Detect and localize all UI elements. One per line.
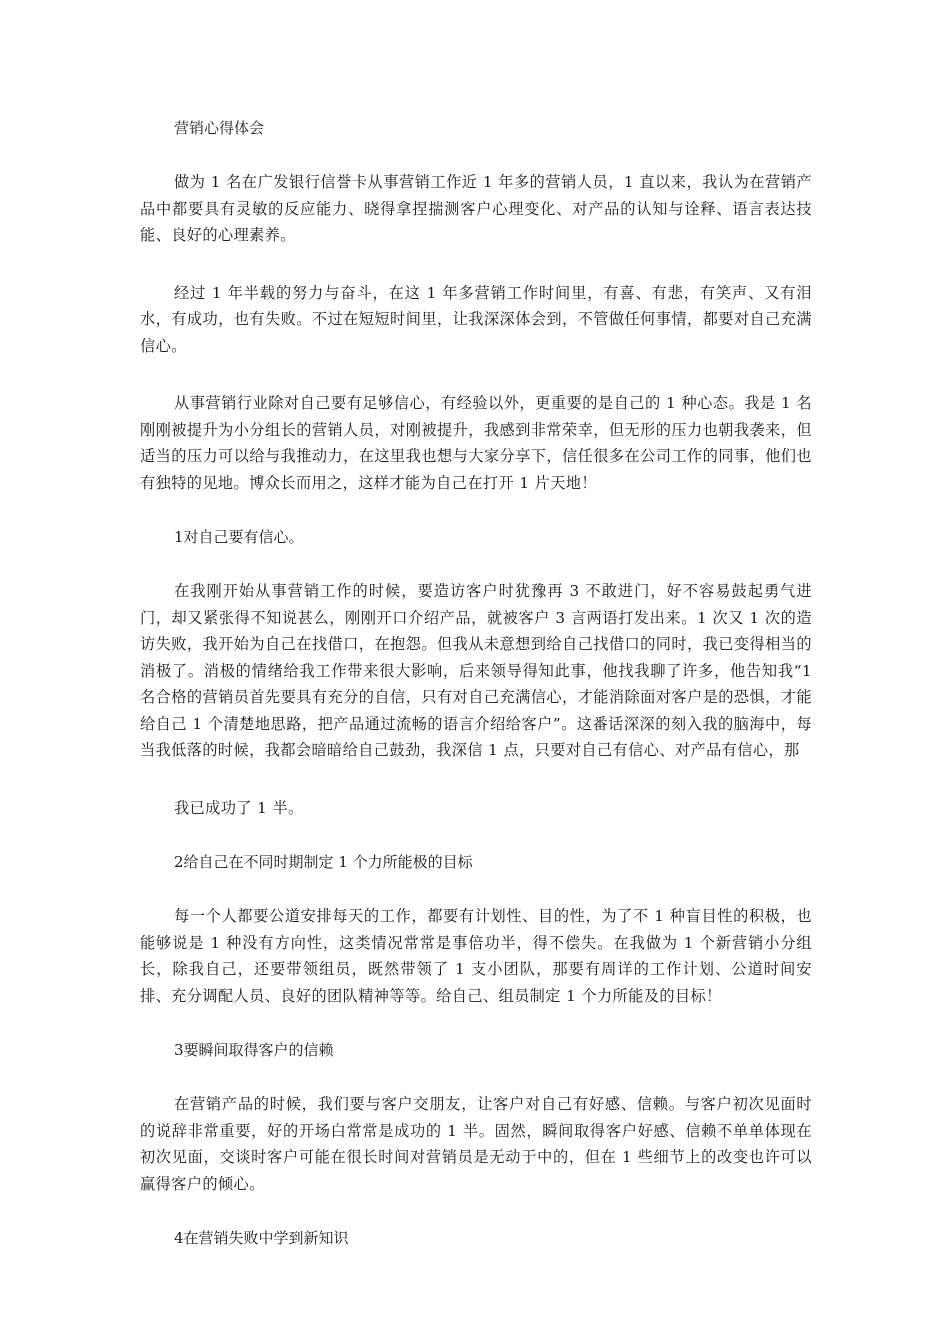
document-page bbox=[140, 118, 812, 1279]
section-3-heading: 3要瞬间取得客户的信赖 bbox=[174, 1041, 334, 1059]
section-1-continuation: 我已成功了 1 半。 bbox=[174, 798, 304, 817]
intro-paragraph-3: 从事营销行业除对自己要有足够信心，有经验以外，更重要的是自己的 1 种心态。我是 1 名刚刚被提升为小分组长的营销人员，对刚被提升，我感到非常荣幸，但无形的压力也朝我袭来，但适当的压力可以给与我推动力，在这里我也想与大家分享下，信任很多在公司工作的同事，他们也有独特的见地。博众长而用之，这样才能为自己在打开 1 片天地！ bbox=[140, 394, 812, 492]
document-title: 营销心得体会 bbox=[174, 119, 265, 137]
section-2-heading: 2给自己在不同时期制定 1 个力所能极的目标 bbox=[174, 853, 473, 871]
intro-paragraph-1: 做为 1 名在广发银行信誉卡从事营销工作近 1 年多的营销人员，1 直以来，我认为在营销产品中都要具有灵敏的反应能力、晓得拿捏揣测客户心理变化、对产品的认知与诠释、语言表达技能、良好的心理素养。 bbox=[140, 173, 812, 244]
section-2-paragraph: 每一个人都要公道安排每天的工作，都要有计划性、目的性，为了不 1 种盲目性的积极，也能够说是 1 种没有方向性，这类情况常常是事倍功半，得不偿失。在我做为 1 个新营销小分组长，除我自己，还要带领组员，既然带领了 1 支小团队，那要有周详的工作计划、公道时间安排、充分调配人员、良好的团队精神等等。给自己、组员制定 1 个力所能及的目标！ bbox=[140, 907, 812, 1005]
section-3-paragraph: 在营销产品的时候，我们要与客户交朋友，让客户对自己有好感、信赖。与客户初次见面时的说辞非常重要，好的开场白常常是成功的 1 半。固然，瞬间取得客户好感、信赖不单单体现在初次见面，交谈时客户可能在很长时间对营销员是无动于中的，但在 1 些细节上的改变也许可以赢得客户的倾心。 bbox=[140, 1095, 812, 1193]
section-1-paragraph: 在我刚开始从事营销工作的时候，要造访客户时犹豫再 3 不敢进门，好不容易鼓起勇气进门，却又紧张得不知说甚么，刚刚开口介绍产品，就被客户 3 言两语打发出来。1 次又 1 次的造访失败，我开始为自己在找借口，在抱怨。但我从未意想到给自己找借口的同时，我已变得相当的消极了。消极的情绪给我工作带来很大影响，后来领导得知此事，他找我聊了许多，他告知我“1 名合格的营销员首先要具有充分的自信，只有对自己充满信心，才能消除面对客户是的恐惧，才能给自己 1 个清楚地思路，把产品通过流畅的语言介绍给客户”。这番话深深的刻入我的脑海中，每当我低落的时候，我都会暗暗给自己鼓劲，我深信 1 点，只要对自己有信心、对产品有信心，那 bbox=[140, 582, 812, 759]
section-1-heading: 1对自己要有信心。 bbox=[174, 528, 304, 546]
intro-paragraph-2: 经过 1 年半载的努力与奋斗，在这 1 年多营销工作时间里，有喜、有悲，有笑声、又有泪水，有成功，也有失败。不过在短短时间里，让我深深体会到，不管做任何事情，都要对自己充满信心。 bbox=[140, 283, 812, 355]
section-4-heading: 4在营销失败中学到新知识 bbox=[174, 1229, 349, 1247]
